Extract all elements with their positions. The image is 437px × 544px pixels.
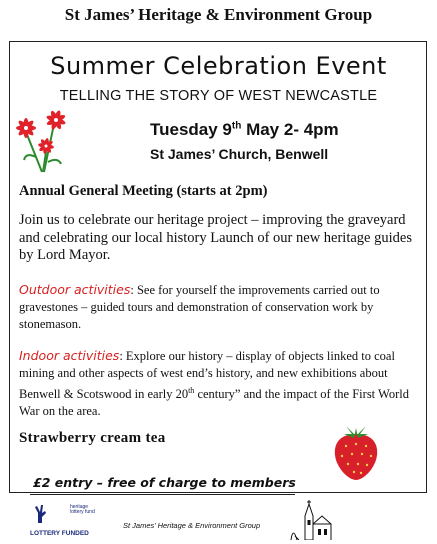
intro-paragraph: Join us to celebrate our heritage project – improving the graveyard and celebrating our local history Launch of our new heritage guides by Lord Mayor. — [19, 212, 412, 263]
indoor-paragraph: Indoor activities: Explore our history – display of objects linked to coal mining and other aspects of west end’s history, and new exhibitions about Benwell & Scotswood in early 20th century” and the impact of the First World War on the area. — [19, 348, 409, 419]
event-venue: St James’ Church, Benwell — [150, 146, 329, 162]
outdoor-label: Outdoor activities — [19, 282, 131, 297]
lottery-text: heritage lottery fund — [70, 504, 95, 515]
event-title: Summer Celebration Event — [50, 52, 387, 80]
red-flowers-icon — [6, 102, 78, 178]
lottery-funded-label: LOTTERY FUNDED — [30, 530, 89, 537]
footer-org-name: St James’ Heritage & Environment Group — [123, 521, 261, 530]
agm-heading: Annual General Meeting (starts at 2pm) — [19, 183, 268, 199]
strawberry-tea-heading: Strawberry cream tea — [19, 430, 166, 446]
event-date: Tuesday 9th May 2- 4pm — [150, 120, 339, 139]
entry-price: £2 entry – free of charge to members — [33, 475, 296, 490]
entry-underline — [30, 494, 295, 495]
strawberry-icon — [330, 420, 382, 482]
lottery-crossed-fingers-icon — [32, 503, 48, 525]
event-tagline: TELLING THE STORY OF WEST NEWCASTLE — [59, 88, 378, 104]
outdoor-paragraph: Outdoor activities: See for yourself the improvements carried out to gravestones – guided tours and demonstration of conservation work by stonemason. — [19, 282, 380, 331]
church-icon — [285, 500, 333, 540]
indoor-label: Indoor activities — [19, 348, 120, 363]
org-title: St James’ Heritage & Environment Group — [64, 5, 373, 24]
